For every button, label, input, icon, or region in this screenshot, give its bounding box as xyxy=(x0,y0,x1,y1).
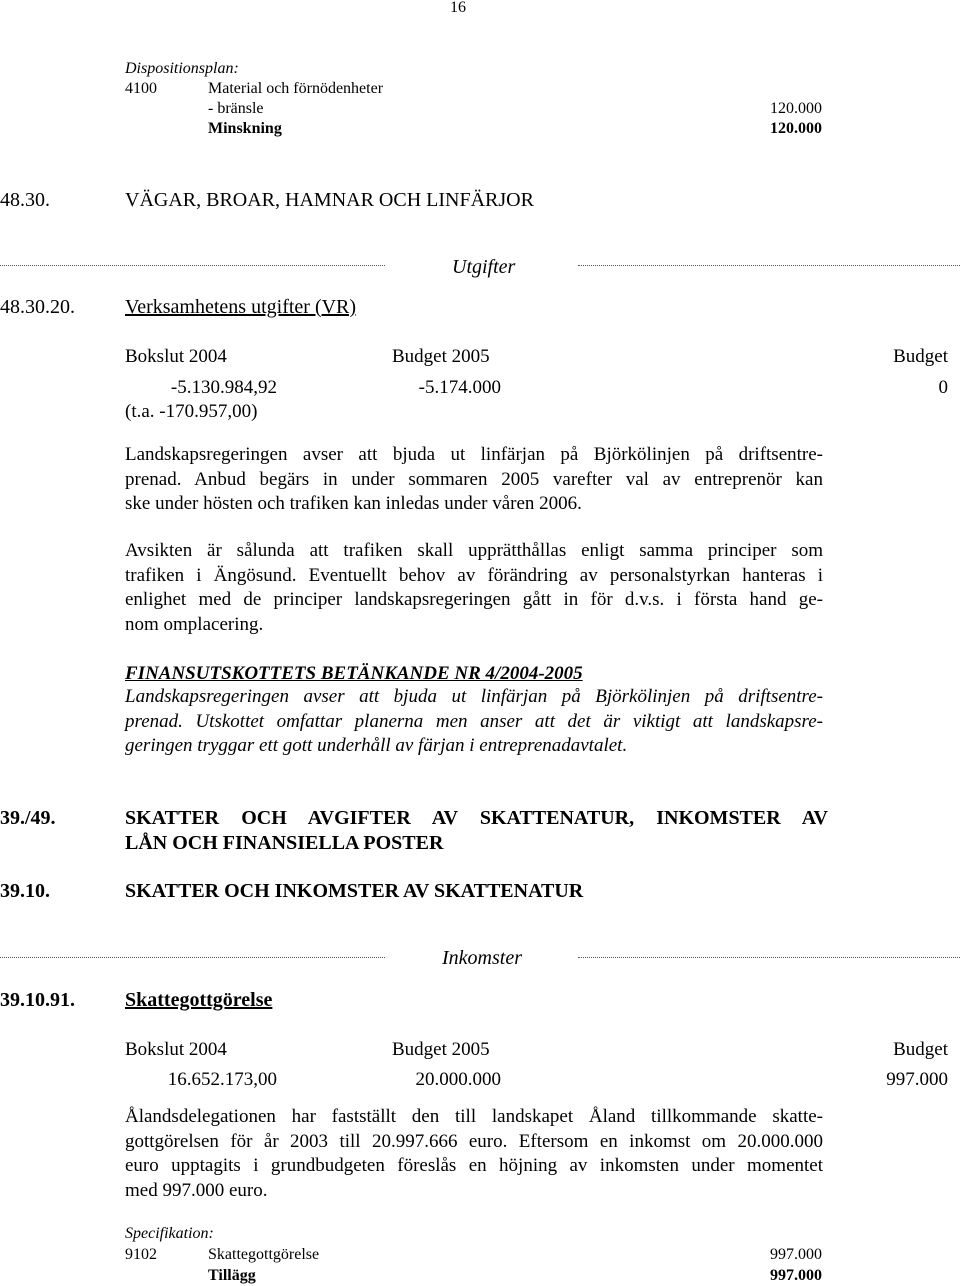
paragraph-2-line: trafiken i Ängösund. Eventuellt behov av förändring av personalstyrkan hanteras i xyxy=(125,564,823,586)
col-header-budget: Budget xyxy=(893,1039,948,1060)
section-number-48-30-20: 48.30.20. xyxy=(0,296,75,318)
divider-label-utgifter: Utgifter xyxy=(452,256,516,278)
disposition-total-label: Minskning xyxy=(208,120,282,137)
value-budget-2005: -5.174.000 xyxy=(418,377,501,398)
paragraph-1-line: ske under hösten och trafiken kan inledas under våren 2006. xyxy=(125,493,582,514)
specification-heading: Specifikation: xyxy=(125,1225,214,1242)
col-header-bokslut: Bokslut 2004 xyxy=(125,346,227,367)
section-title-39-49-line2: LÅN OCH FINANSIELLA POSTER xyxy=(125,832,444,854)
value-bokslut: -5.130.984,92 xyxy=(170,377,277,398)
paragraph-1 xyxy=(125,443,823,517)
disposition-sub-label: - bränsle xyxy=(208,100,264,117)
paragraph-3-line: med 997.000 euro. xyxy=(125,1179,268,1201)
section-number-39-10-91: 39.10.91. xyxy=(0,989,75,1011)
specification-item-label: Skattegottgörelse xyxy=(208,1246,320,1263)
divider-line-right xyxy=(578,957,960,958)
specification-total-label: Tillägg xyxy=(208,1267,256,1284)
specification-code: 9102 xyxy=(125,1246,157,1263)
paragraph-1-line: prenad. Anbud begärs in under sommaren 2005 varefter val av entreprenör kan xyxy=(125,468,823,490)
col-header-budget: Budget xyxy=(893,346,948,367)
paragraph-2 xyxy=(125,539,823,637)
section-number-39-10: 39.10. xyxy=(0,880,50,902)
section-title-39-10-91: Skattegottgörelse xyxy=(125,989,273,1011)
committee-heading: FINANSUTSKOTTETS BETÄNKANDE NR 4/2004-2005 xyxy=(125,663,583,684)
disposition-code: 4100 xyxy=(125,80,157,97)
paragraph-3 xyxy=(125,1105,823,1203)
col-header-budget-2005: Budget 2005 xyxy=(392,346,490,367)
col-header-bokslut: Bokslut 2004 xyxy=(125,1039,227,1060)
value-note: (t.a. -170.957,00) xyxy=(125,401,258,422)
committee-text-line: Landskapsregeringen avser att bjuda ut linfärjan på Björkölinjen på driftsentre- xyxy=(125,686,823,707)
specification-total-amount: 997.000 xyxy=(770,1267,822,1284)
divider-line-right xyxy=(578,265,960,266)
section-title-39-49-line1: SKATTER OCH AVGIFTER AV SKATTENATUR, INKOMSTER AV xyxy=(125,807,828,829)
disposition-sub-amount: 120.000 xyxy=(770,100,822,117)
disposition-heading: Dispositionsplan: xyxy=(125,60,239,77)
committee-text-line: geringen tryggar ett gott underhåll av färjan i entreprenadavtalet. xyxy=(125,735,628,756)
divider-label-inkomster: Inkomster xyxy=(442,947,522,969)
value-budget: 997.000 xyxy=(886,1069,948,1090)
specification-item-amount: 997.000 xyxy=(770,1246,822,1263)
section-title-48-30: VÄGAR, BROAR, HAMNAR OCH LINFÄRJOR xyxy=(125,189,534,211)
section-number-39-49: 39./49. xyxy=(0,807,56,829)
paragraph-3-line: euro upptagits i grundbudgeten föreslås en höjning av inkomsten under momentet xyxy=(125,1155,823,1176)
disposition-total-amount: 120.000 xyxy=(770,120,822,137)
section-title-39-49 xyxy=(125,808,828,853)
committee-text-line: prenad. Utskottet omfattar planerna men anser att det är viktigt att landskapsre- xyxy=(125,710,823,732)
paragraph-2-line: Avsikten är sålunda att trafiken skall upprätthållas enligt samma principer som xyxy=(125,540,823,561)
value-budget: 0 xyxy=(938,377,948,398)
paragraph-1-line: Landskapsregeringen avser att bjuda ut linfärjan på Björkölinjen på driftsentre- xyxy=(125,444,823,465)
value-budget-2005: 20.000.000 xyxy=(415,1069,501,1090)
disposition-item-label: Material och förnödenheter xyxy=(208,80,384,97)
col-header-budget-2005: Budget 2005 xyxy=(392,1039,490,1060)
divider-line-left xyxy=(0,957,385,958)
section-title-48-30-20: Verksamhetens utgifter (VR) xyxy=(125,296,357,318)
section-title-39-10: SKATTER OCH INKOMSTER AV SKATTENATUR xyxy=(125,880,584,902)
committee-text xyxy=(125,685,823,759)
divider-line-left xyxy=(0,265,385,266)
paragraph-3-line: gottgörelsen för år 2003 till 20.997.666 euro. Eftersom en inkomst om 20.000.000 xyxy=(125,1130,823,1152)
paragraph-2-line: enlighet med de principer landskapsregeringen gått in för d.v.s. i första hand ge- xyxy=(125,589,823,610)
page-number: 16 xyxy=(450,0,466,16)
paragraph-2-line: nom omplacering. xyxy=(125,613,264,635)
section-number-48-30: 48.30. xyxy=(0,189,50,211)
paragraph-3-line: Ålandsdelegationen har fastställt den till landskapet Åland tillkommande skatte- xyxy=(125,1106,823,1127)
value-bokslut: 16.652.173,00 xyxy=(167,1069,277,1090)
